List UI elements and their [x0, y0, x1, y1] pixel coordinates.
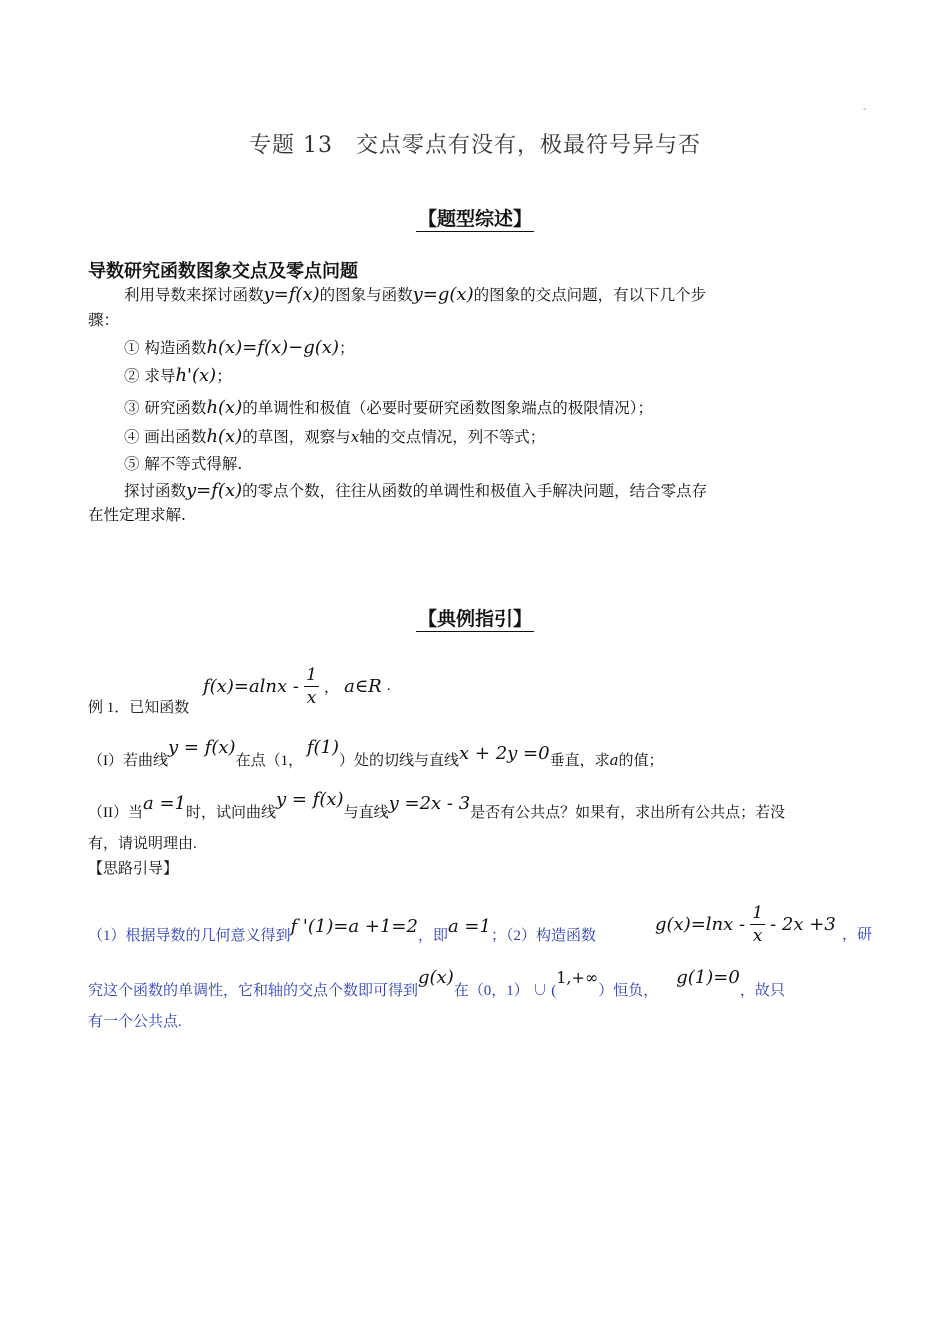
hint-line-1: （1）根据导数的几何意义得到f '(1)=a +1=2，即a =1；（2）构造函数	[88, 916, 596, 944]
hint-heading: 【思路引导】	[88, 861, 179, 877]
intro-line-1: 利用导数来探讨函数y=f(x)的图象与函数y=g(x)的图象的交点问题，有以下几个步	[124, 284, 707, 305]
question-2-line-2: 有，请说明理由.	[88, 836, 197, 852]
overview-heading: 【题型综述】	[417, 208, 532, 230]
intro-line-2: 骤：	[88, 311, 120, 329]
fraction-1-over-x-hint: $\frac{1}{x}$	[752, 903, 764, 946]
fraction-1-over-x: $\frac{1}{x}$	[306, 665, 317, 708]
example-1-function: f(x)=alnx - $\frac{1}{x}$ ， a∈R .	[203, 665, 391, 708]
step-5: ⑤ 解不等式得解.	[124, 455, 243, 473]
step-4: ④ 画出函数h(x)的草图，观察与x轴的交点情况，列不等式；	[124, 426, 546, 447]
math-y-g-x: y=g(x)	[412, 284, 474, 305]
closing-line-1: 探讨函数y=f(x)的零点个数，往往从函数的单调性和极值入手解决问题，结合零点存	[124, 480, 708, 501]
closing-line-2: 在性定理求解.	[88, 506, 186, 524]
overview-subheading: 导数研究函数图象交点及零点问题	[88, 261, 358, 282]
corner-dash: -	[863, 104, 867, 115]
math-y-f-x: y=f(x)	[263, 284, 320, 305]
hint-line-1-end: ，研	[842, 927, 873, 943]
example-1-label: 例 1．已知函数	[88, 700, 190, 716]
examples-heading: 【典例指引】	[417, 608, 532, 630]
question-2-line-1: （II）当a =1时，试问曲线y = f(x)与直线y =2x - 3是否有公共点？如果有，求出所有公共点；若没	[88, 789, 786, 821]
hint-line-2: 究这个函数的单调性，它和轴的交点个数即可得到g(x)在（0，1） ∪ (1,+∞）恒负，g(1)=0，故只	[88, 967, 785, 999]
hint-line-3: 有一个公共点.	[88, 1014, 182, 1030]
hint-g-function: g(x)=lnx - $\frac{1}{x}$ - 2x +3	[655, 903, 836, 946]
step-1: ① 构造函数h(x)=f(x)−g(x)；	[124, 337, 355, 358]
step-3: ③ 研究函数h(x)的单调性和极值（必要时要研究函数图象端点的极限情况）；	[124, 397, 653, 418]
step-2: ② 求导h'(x)；	[124, 365, 232, 386]
question-1: （I）若曲线y = f(x)在点（1， f(1)）处的切线与直线x + 2y =0垂直，求a的值；	[88, 737, 664, 769]
page-title: 专题 13 交点零点有没有，极最符号异与否	[249, 133, 701, 158]
